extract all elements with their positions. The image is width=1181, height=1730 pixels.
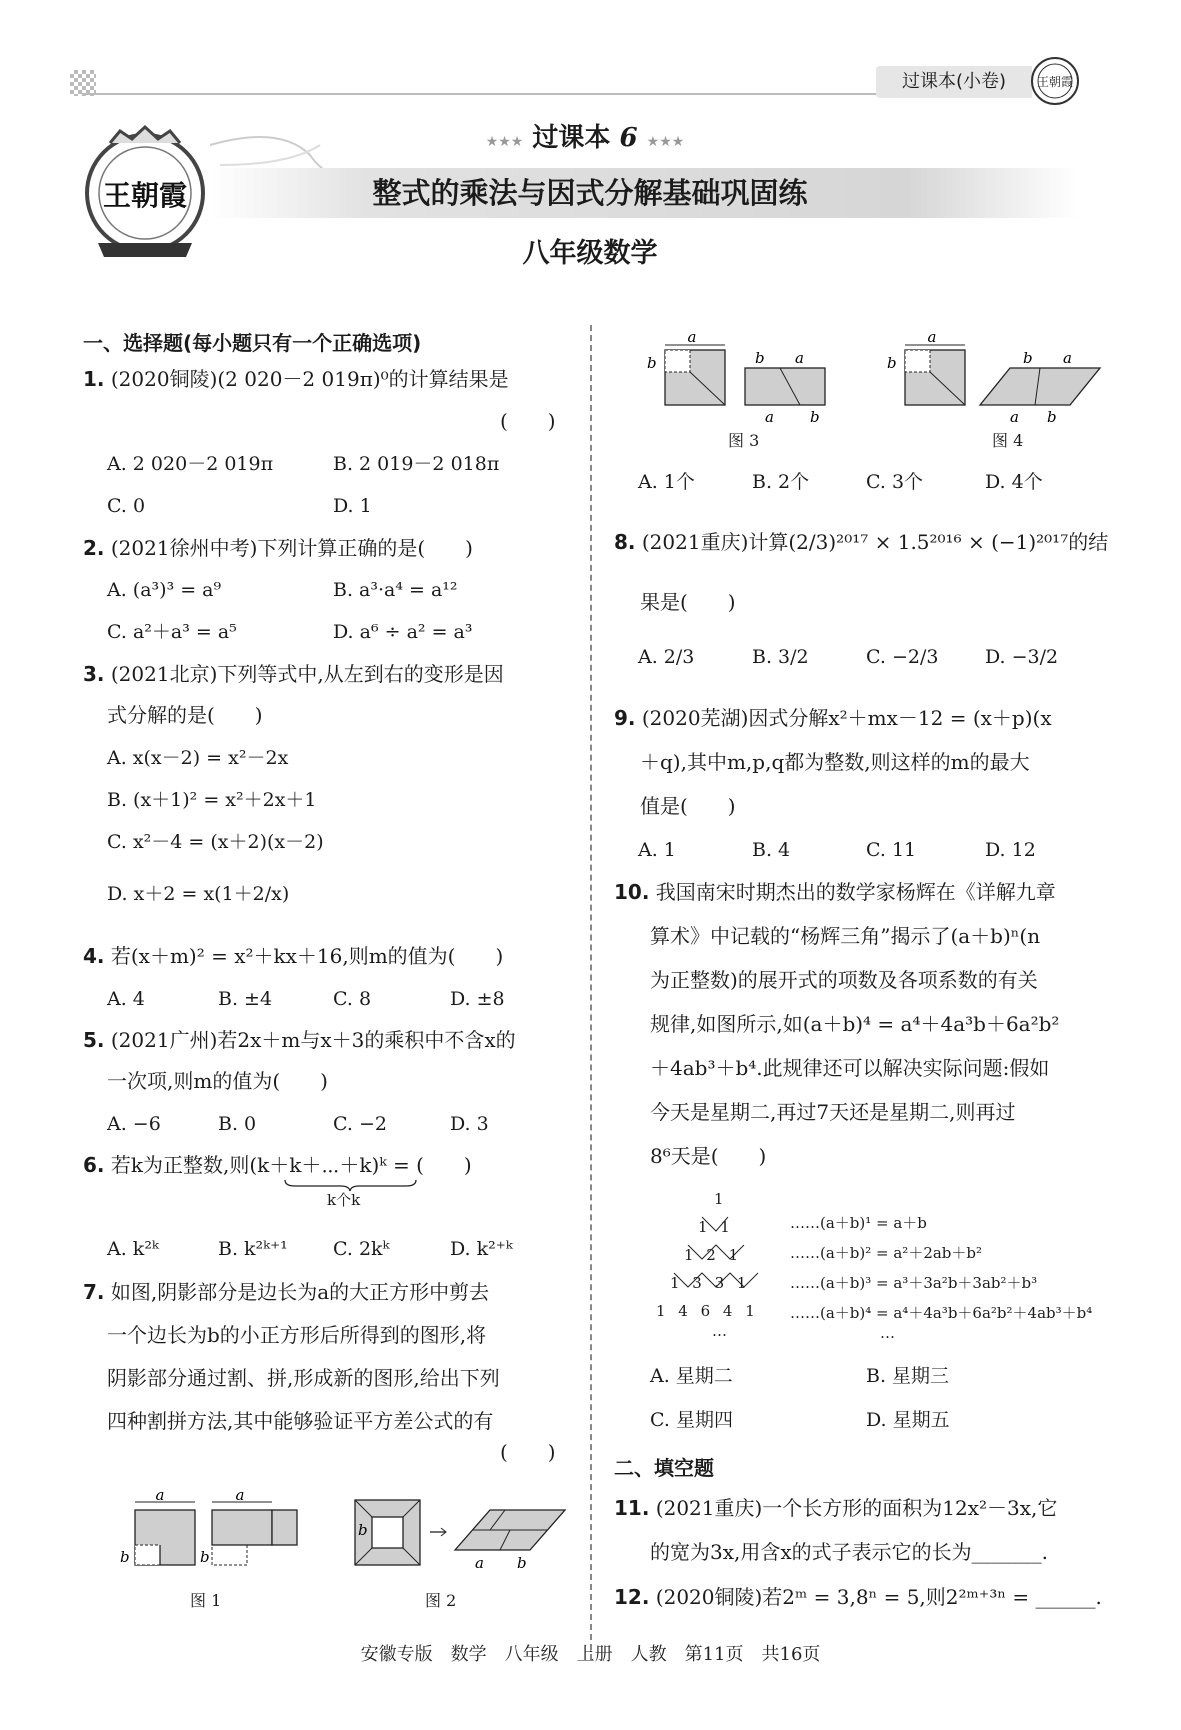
q9-option-c[interactable]: C. 11 xyxy=(866,839,917,861)
q4-option-c[interactable]: C. 8 xyxy=(333,988,372,1010)
q8-option-d[interactable]: D. −3/2 xyxy=(985,646,1059,668)
q1-option-a[interactable]: A. 2 020－2 019π xyxy=(107,453,274,475)
series-tab: 过课本(小卷) xyxy=(876,66,1032,98)
svg-text:a: a xyxy=(155,1490,165,1504)
section-2-heading: 二、填空题 xyxy=(614,1456,714,1480)
q2-stem: 2. (2021徐州中考)下列计算正确的是( ) xyxy=(83,536,473,560)
svg-text:b: b xyxy=(200,1548,210,1566)
svg-text:b: b xyxy=(755,349,765,367)
q7-option-c[interactable]: C. 3个 xyxy=(866,471,924,493)
triangle-row-3: 1 2 1 xyxy=(684,1246,739,1264)
q7-stem-line3: 阴影部分通过割、拼,形成新的图形,给出下列 xyxy=(107,1366,500,1390)
triangle-row-2: 1 1 xyxy=(698,1218,730,1236)
expansion-4: ……(a＋b)⁴ = a⁴＋4a³b＋6a²b²＋4ab³＋b⁴ xyxy=(790,1304,1093,1322)
q1-answer-paren: ( ) xyxy=(500,409,556,433)
svg-text:a: a xyxy=(475,1554,484,1572)
q7-answer-paren: ( ) xyxy=(500,1440,556,1464)
q10-option-a[interactable]: A. 星期二 xyxy=(650,1365,733,1387)
q7-figure-1b xyxy=(200,1490,320,1570)
svg-text:王朝霞: 王朝霞 xyxy=(1036,75,1074,89)
svg-text:b: b xyxy=(120,1548,130,1566)
svg-text:a: a xyxy=(795,349,804,367)
header-rule xyxy=(82,93,877,95)
svg-text:b: b xyxy=(1023,349,1033,367)
q10-stem-line5: ＋4ab³＋b⁴.此规律还可以解决实际问题:假如 xyxy=(650,1056,1050,1080)
badge-number: 6 xyxy=(619,123,638,153)
expansion-dots: … xyxy=(880,1324,895,1342)
q10-stem-line6: 今天是星期二,再过7天还是星期二,则再过 xyxy=(650,1100,1016,1124)
svg-text:b: b xyxy=(887,354,897,372)
q5-option-c[interactable]: C. −2 xyxy=(333,1113,387,1135)
svg-text:王朝霞: 王朝霞 xyxy=(102,179,188,212)
q11-stem: 11. (2021重庆)一个长方形的面积为12x²－3x,它 xyxy=(614,1496,1058,1520)
q6-underbrace xyxy=(283,1178,418,1192)
q3-option-c[interactable]: C. x²－4 = (x＋2)(x－2) xyxy=(107,831,324,853)
svg-text:a: a xyxy=(235,1490,245,1504)
title-badge xyxy=(425,120,745,156)
triangle-row-5: 1 4 6 4 1 xyxy=(656,1302,755,1320)
q7-stem-line4: 四种割拼方法,其中能够验证平方差公式的有 xyxy=(107,1409,494,1433)
svg-text:a: a xyxy=(765,408,774,425)
section-1-heading: 一、选择题(每小题只有一个正确选项) xyxy=(83,331,422,355)
q5-option-a[interactable]: A. −6 xyxy=(107,1113,161,1135)
q4-option-d[interactable]: D. ±8 xyxy=(450,988,505,1010)
svg-text:b: b xyxy=(810,408,820,425)
triangle-row-1: 1 xyxy=(714,1190,724,1208)
q3-stem: 3. (2021北京)下列等式中,从左到右的变形是因 xyxy=(83,662,504,686)
q6-option-d[interactable]: D. k²⁺ᵏ xyxy=(450,1238,513,1260)
stars-right: ★★★ xyxy=(646,134,685,150)
q7-figure-2 xyxy=(345,1490,575,1580)
q10-stem-line3: 为正整数)的展开式的项数及各项系数的有关 xyxy=(650,968,1038,992)
q1-option-d[interactable]: D. 1 xyxy=(333,495,372,517)
q7-fig2-caption: 图 2 xyxy=(425,1591,457,1610)
q6-option-a[interactable]: A. k²ᵏ xyxy=(107,1238,159,1260)
svg-text:a: a xyxy=(687,330,697,346)
q5-stem-line2: 一次项,则m的值为( ) xyxy=(107,1069,328,1093)
q4-option-a[interactable]: A. 4 xyxy=(107,988,145,1010)
q8-option-b[interactable]: B. 3/2 xyxy=(752,646,809,668)
q3-option-d[interactable]: D. x＋2 = x(1＋2/x) xyxy=(107,883,290,905)
triangle-dots: … xyxy=(712,1322,727,1340)
header-seal-icon xyxy=(1030,56,1080,106)
q7-option-a[interactable]: A. 1个 xyxy=(638,471,695,493)
q8-stem: 8. (2021重庆)计算(2/3)²⁰¹⁷ × 1.5²⁰¹⁶ × (−1)²⁰¹⁷的结 xyxy=(614,530,1109,554)
q6-stem: 6. 若k为正整数,则(k＋k＋⋯＋k)ᵏ = ( ) xyxy=(83,1153,472,1177)
q4-option-b[interactable]: B. ±4 xyxy=(218,988,273,1010)
q5-option-b[interactable]: B. 0 xyxy=(218,1113,257,1135)
triangle-row-4: 1 3 3 1 xyxy=(670,1274,747,1292)
q10-stem-line4: 规律,如图所示,如(a＋b)⁴ = a⁴＋4a³b＋6a²b² xyxy=(650,1012,1060,1036)
q7-stem: 7. 如图,阴影部分是边长为a的大正方形中剪去 xyxy=(83,1280,490,1304)
q6-option-b[interactable]: B. k²ᵏ⁺¹ xyxy=(218,1238,288,1260)
expansion-2: ……(a＋b)² = a²＋2ab＋b² xyxy=(790,1244,983,1262)
stars-left: ★★★ xyxy=(485,134,524,150)
q1-option-b[interactable]: B. 2 019－2 018π xyxy=(333,453,500,475)
q9-stem: 9. (2020芜湖)因式分解x²＋mx－12 = (x＋p)(x xyxy=(614,706,1052,730)
q1-stem: 1. (2020铜陵)(2 020－2 019π)⁰的计算结果是 xyxy=(83,367,509,391)
q10-option-b[interactable]: B. 星期三 xyxy=(866,1365,950,1387)
q10-stem-line7: 8⁶天是( ) xyxy=(650,1144,767,1168)
q10-stem-line2: 算术》中记载的“杨辉三角”揭示了(a＋b)ⁿ(n xyxy=(650,924,1041,948)
q2-option-c[interactable]: C. a²＋a³ = a⁵ xyxy=(107,621,237,643)
q2-option-a[interactable]: A. (a³)³ = a⁹ xyxy=(107,579,222,601)
q5-stem: 5. (2021广州)若2x＋m与x＋3的乘积中不含x的 xyxy=(83,1028,516,1052)
column-divider xyxy=(590,325,592,1660)
q10-option-d[interactable]: D. 星期五 xyxy=(866,1409,950,1431)
svg-text:a: a xyxy=(1063,349,1072,367)
q8-stem-line2: 果是( ) xyxy=(640,590,736,614)
subtitle: 八年级数学 xyxy=(522,238,658,269)
q6-brace-label: k个k xyxy=(327,1191,361,1209)
q7-option-b[interactable]: B. 2个 xyxy=(752,471,810,493)
q1-option-c[interactable]: C. 0 xyxy=(107,495,146,517)
page-footer: 安徽专版 数学 八年级 上册 人教 第11页 共16页 xyxy=(360,1644,821,1665)
q4-stem: 4. 若(x＋m)² = x²＋kx＋16,则m的值为( ) xyxy=(83,944,504,968)
q9-option-b[interactable]: B. 4 xyxy=(752,839,791,861)
q8-option-a[interactable]: A. 2/3 xyxy=(638,646,695,668)
expansion-3: ……(a＋b)³ = a³＋3a²b＋3ab²＋b³ xyxy=(790,1274,1038,1292)
q7-option-d[interactable]: D. 4个 xyxy=(985,471,1043,493)
q9-stem-line2: ＋q),其中m,p,q都为整数,则这样的m的最大 xyxy=(640,750,1030,774)
svg-text:b: b xyxy=(1047,408,1057,425)
badge-label: 过课本 xyxy=(532,123,611,153)
q11-stem-line2: 的宽为3x,用含x的式子表示它的长为_______. xyxy=(650,1540,1048,1564)
q9-option-d[interactable]: D. 12 xyxy=(985,839,1036,861)
q7-figure-3 xyxy=(640,330,840,425)
svg-text:a: a xyxy=(927,330,937,346)
svg-text:b: b xyxy=(517,1554,527,1572)
svg-text:b: b xyxy=(358,1521,368,1539)
expansion-1: ……(a＋b)¹ = a＋b xyxy=(790,1214,927,1232)
q9-stem-line3: 值是( ) xyxy=(640,794,736,818)
svg-text:a: a xyxy=(1010,408,1019,425)
svg-text:b: b xyxy=(647,354,657,372)
q12-stem: 12. (2020铜陵)若2ᵐ = 3,8ⁿ = 5,则2²ᵐ⁺³ⁿ = ______. xyxy=(614,1585,1102,1609)
q10-option-c[interactable]: C. 星期四 xyxy=(650,1409,733,1431)
q6-option-c[interactable]: C. 2kᵏ xyxy=(333,1238,390,1260)
q7-figure-4 xyxy=(880,330,1110,425)
q7-fig4-caption: 图 4 xyxy=(992,431,1024,450)
q10-stem: 10. 我国南宋时期杰出的数学家杨辉在《详解九章 xyxy=(614,880,1056,904)
main-title: 整式的乘法与因式分解基础巩固练 xyxy=(372,176,808,210)
q9-option-a[interactable]: A. 1 xyxy=(638,839,676,861)
q5-option-d[interactable]: D. 3 xyxy=(450,1113,489,1135)
q3-stem-line2: 式分解的是( ) xyxy=(107,703,263,727)
q3-option-b[interactable]: B. (x＋1)² = x²＋2x＋1 xyxy=(107,789,317,811)
q7-fig3-caption: 图 3 xyxy=(728,431,760,450)
q7-fig1-caption: 图 1 xyxy=(190,1591,222,1610)
q7-stem-line2: 一个边长为b的小正方形后所得到的图形,将 xyxy=(107,1323,487,1347)
q2-option-d[interactable]: D. a⁶ ÷ a² = a³ xyxy=(333,621,473,643)
q8-option-c[interactable]: C. −2/3 xyxy=(866,646,939,668)
q2-option-b[interactable]: B. a³·a⁴ = a¹² xyxy=(333,579,458,601)
q3-option-a[interactable]: A. x(x－2) = x²－2x xyxy=(107,747,289,769)
